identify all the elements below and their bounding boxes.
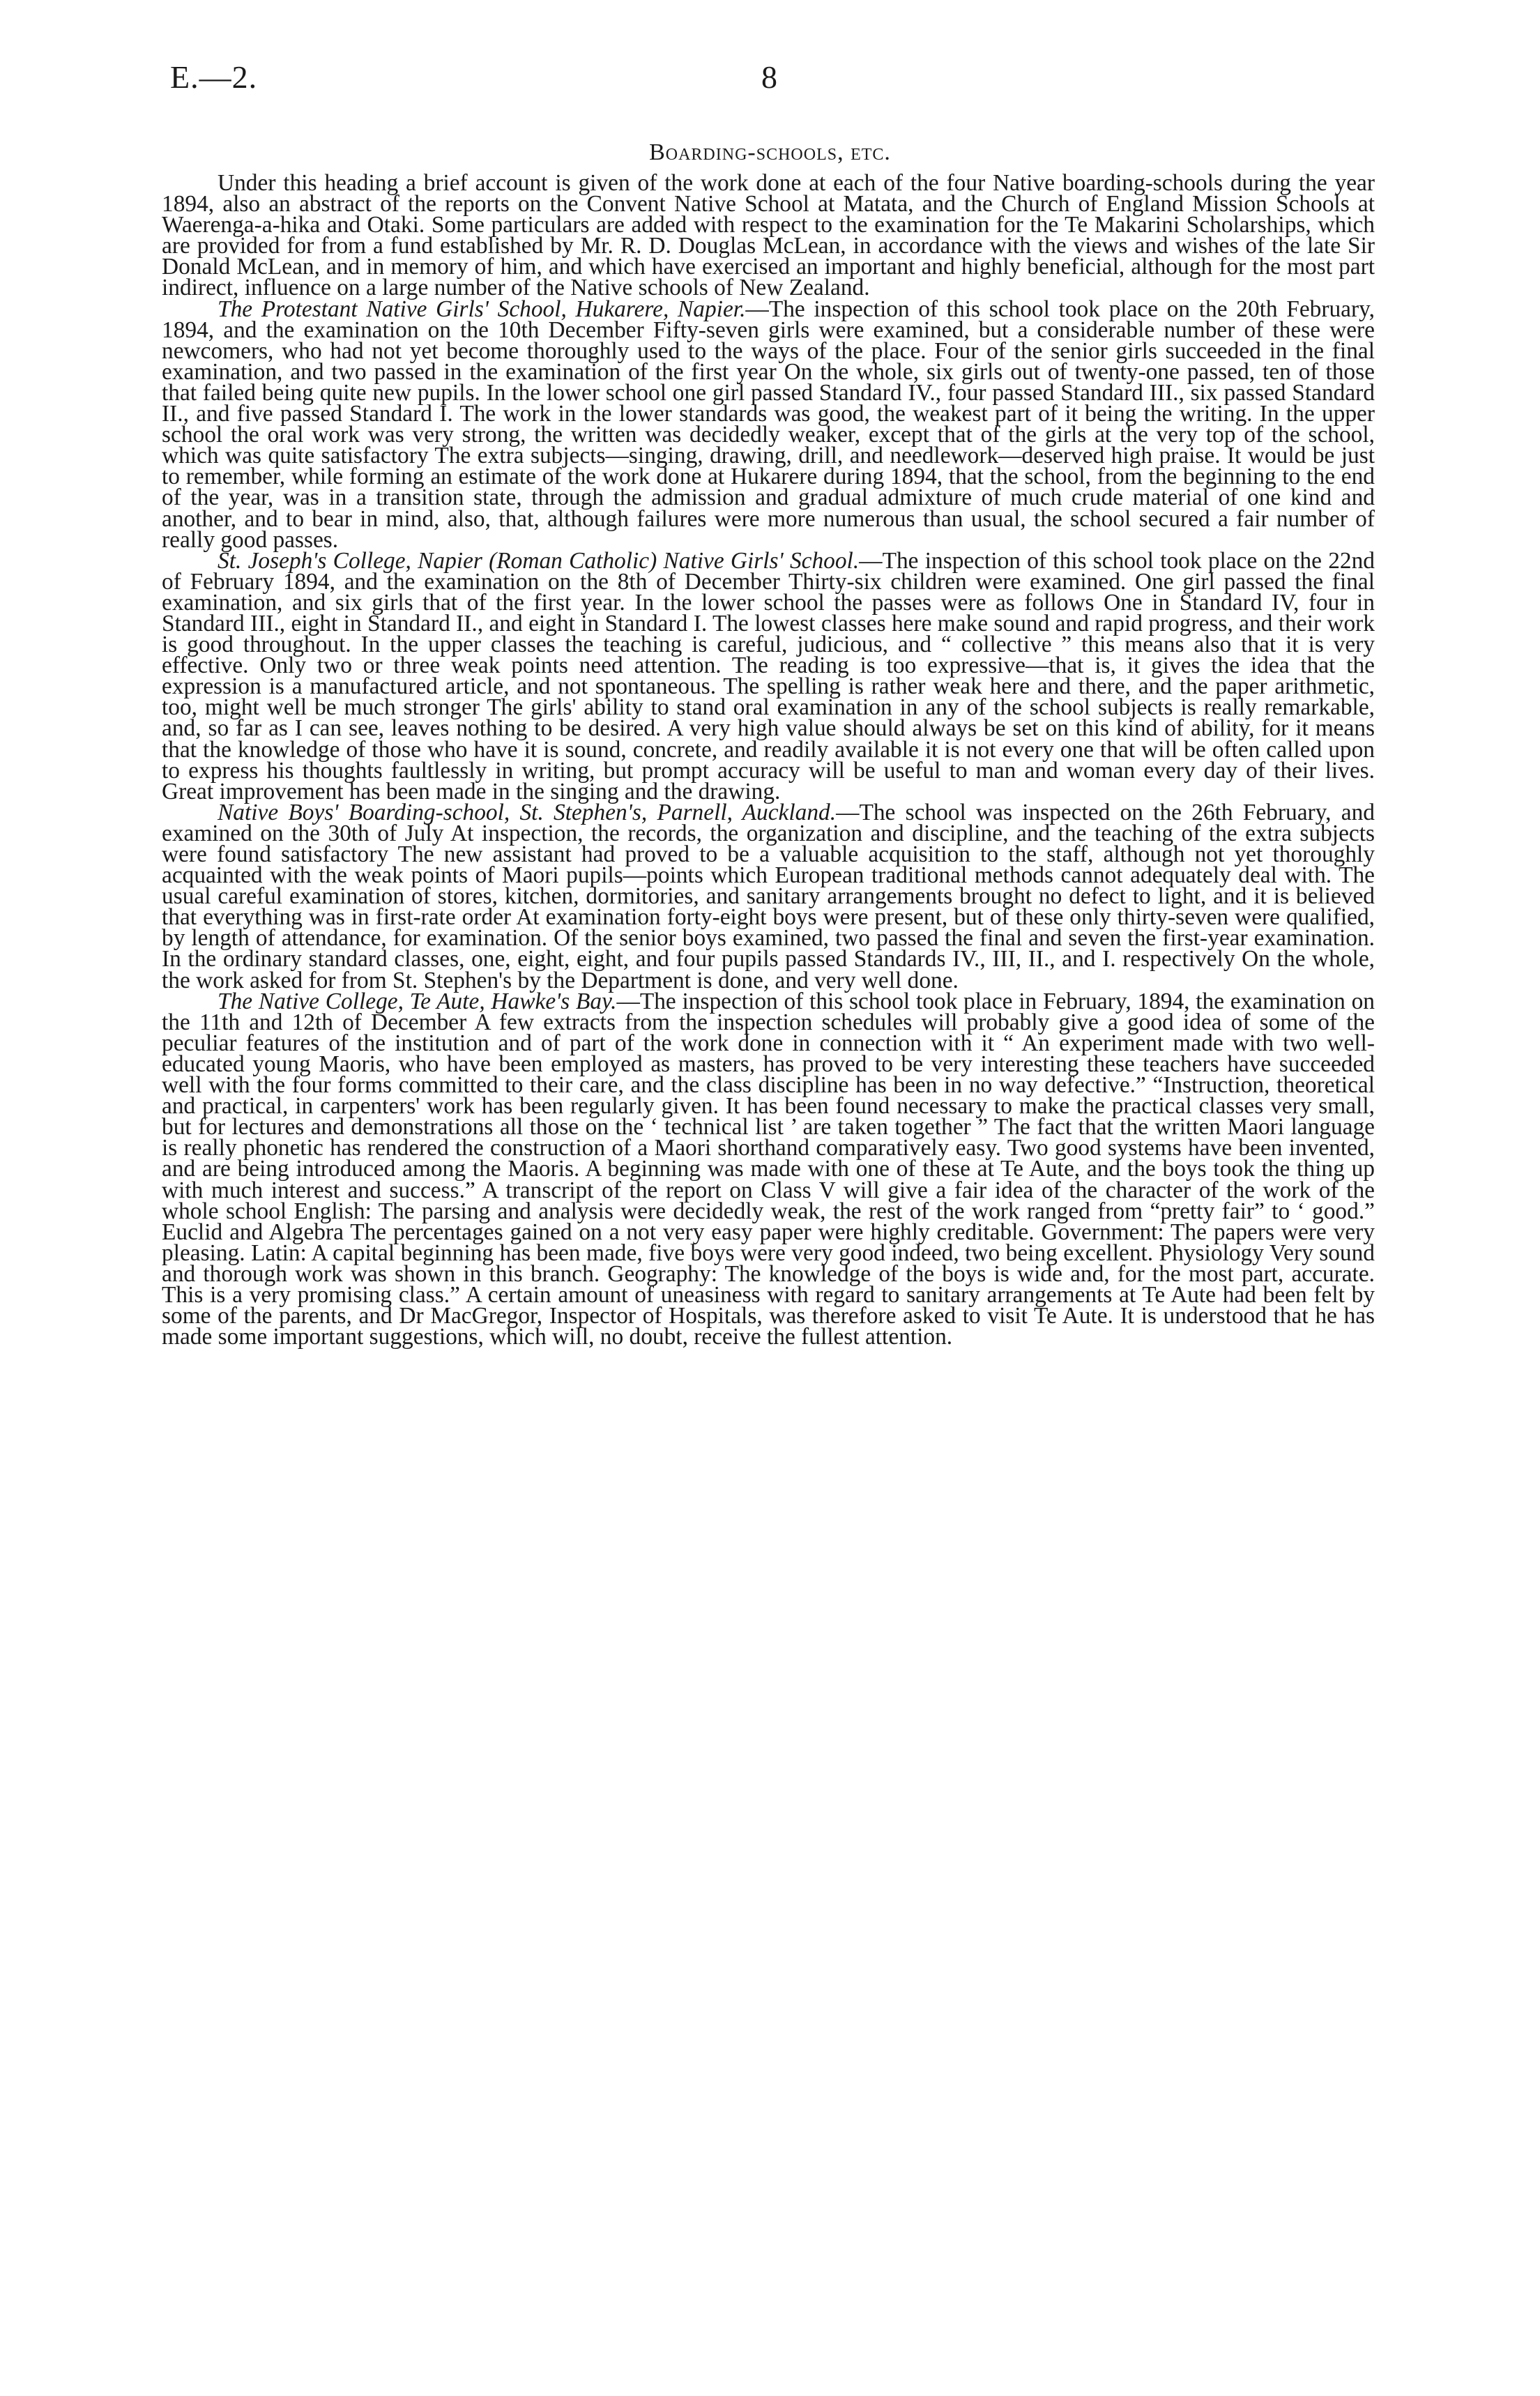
paragraph-intro <box>162 170 1375 301</box>
section-title: Boarding-schools, etc. <box>649 139 891 165</box>
page-header <box>162 59 1375 107</box>
document-reference: E.—2. <box>170 59 258 95</box>
paragraph-heading: The Protestant Native Girls' School, Hukarere, Napier. <box>218 296 746 322</box>
paragraph-text: —The inspection of this school took place in February, 1894, the examination on the 11th and 12th of December A few extracts from the inspection schedules will probably give a good idea of some of the peculiar features of the institution and of part of the work done in connection with it “ An experiment made with two well-educated young Maoris, who have been employed as masters, has proved to be very interesting these teachers have succeeded well with the four forms committed to their care, and the class discipline has been in no way defective.” “Instruction, theoretical and practical, in carpenters' work has been regularly given. It has been found necessary to make the practical classes very small, but for lectures and demonstrations all those on the ‘ technical list ’ are taken together ” The fact that the written Maori language is really phonetic has rendered the construction of a Maori shorthand comparatively easy. Two good systems have been invented, and are being introduced among the Maoris. A beginning was made with one of these at Te Aute, and the boys took the thing up with much interest and success.” A transcript of the report on Class V will give a fair idea of the character of the work of the whole school English: The parsing and analysis were decidedly weak, the rest of the work ranged from “pretty fair” to ‘ good.” Euclid and Algebra The percentages gained on a not very easy paper were highly creditable. Government: The papers were very pleasing. Latin: A capital beginning has been made, five boys were very good indeed, two being excellent. Physiology Very sound and thorough work was shown in this branch. Geography: The knowledge of the boys is wide and, for the most part, accurate. This is a very promising class.” A certain amount of uneasiness with regard to sanitary arrangements at Te Aute had been felt by some of the parents, and Dr MacGregor, Inspector of Hospitals, was therefore asked to visit Te Aute. It is understood that he has made some important suggestions, which will, no doubt, receive the fullest attention. <box>162 988 1375 1350</box>
paragraph-te-aute <box>162 988 1375 1350</box>
paragraph-st-josephs <box>162 547 1375 804</box>
page-number: 8 <box>761 59 777 95</box>
body-text <box>162 170 1375 1350</box>
paragraph-heading: St. Joseph's College, Napier (Roman Catholic) Native Girls' School. <box>218 547 860 574</box>
paragraph-st-stephens <box>162 799 1375 993</box>
paragraph-text: —The school was inspected on the 26th February, and examined on the 30th of July At inspection, the records, the organization and discipline, and the teaching of the extra subjects were found satisfactory The new assistant had proved to be a valuable acquisition to the staff, although not yet thoroughly acquainted with the weak points of Maori pupils—points which European traditional methods cannot adequately deal with. The usual careful examination of stores, kitchen, dormitories, and sanitary arrangements brought no defect to light, and it is believed that everything was in first-rate order At examination forty-eight boys were present, but of these only thirty-seven were qualified, by length of attendance, for examination. Of the senior boys examined, two passed the final and seven the first-year examination. In the ordinary standard classes, one, eight, eight, and four pupils passed Standards IV., III, II., and I. respectively On the whole, the work asked for from St. Stephen's by the Department is done, and very well done. <box>162 799 1375 993</box>
paragraph-text: Under this heading a brief account is given of the work done at each of the four Native boarding-schools during the year 1894, also an abstract of the reports on the Convent Native School at Matata, and the Church of England Mission Schools at Waerenga-a-hika and Otaki. Some particulars are added with respect to the examination for the Te Makarini Scholarships, which are provided for from a fund established by Mr. R. D. Douglas McLean, in accordance with the views and wishes of the late Sir Donald McLean, and in memory of him, and which have exercised an important and highly beneficial, although for the most part indirect, influence on a large number of the Native schools of New Zealand. <box>162 170 1375 301</box>
paragraph-text: —The inspection of this school took place on the 20th February, 1894, and the examination on the 10th December Fifty-seven girls were examined, but a considerable number of these were newcomers, who had not yet become thoroughly used to the ways of the place. Four of the senior girls succeeded in the final examination, and two passed in the examination of the first year On the whole, six girls out of twenty-one passed, ten of those that failed being quite new pupils. In the lower school one girl passed Standard IV., four passed Standard III., six passed Standard II., and five passed Standard I. The work in the lower standards was good, the weakest part of it being the writing. In the upper school the oral work was very strong, the written was decidedly weaker, except that of the girls at the very top of the school, which was quite satisfactory The extra subjects—singing, drawing, drill, and needlework—deserved high praise. It would be just to remember, while forming an estimate of the work done at Hukarere during 1894, that the school, from the beginning to the end of the year, was in a transition state, through the admission and gradual admixture of much crude material of one kind and another, and to bear in mind, also, that, although failures were more numerous than usual, the school secured a fair number of really good passes. <box>162 296 1375 553</box>
paragraph-heading: Native Boys' Boarding-school, St. Stephen's, Parnell, Auckland. <box>218 799 837 825</box>
paragraph-heading: The Native College, Te Aute, Hawke's Bay. <box>218 988 617 1014</box>
paragraph-hukarere <box>162 296 1375 553</box>
paragraph-text: —The inspection of this school took place on the 22nd of February 1894, and the examination on the 8th of December Thirty-six children were examined. One girl passed the final examination, and six girls that of the first year. In the lower school the passes were as follows One in Standard IV, four in Standard III., eight in Standard II., and eight in Standard I. The lowest classes here make sound and rapid progress, and their work is good throughout. In the upper classes the teaching is careful, judicious, and “ collective ” this means also that it is very effective. Only two or three weak points need attention. The reading is too expressive—that is, it gives the idea that the expression is a manufactured article, and not spontaneous. The spelling is rather weak here and there, and the paper arithmetic, too, might well be much stronger The girls' ability to stand oral examination in any of the school subjects is really remarkable, and, so far as I can see, leaves nothing to be desired. A very high value should always be set on this kind of ability, for it means that the knowledge of those who have it is sound, concrete, and readily available it is not every one that will be often called upon to express his thoughts faultlessly in writing, but prompt accuracy will be useful to man and woman every day of their lives. Great improvement has been made in the singing and the drawing. <box>162 547 1375 804</box>
